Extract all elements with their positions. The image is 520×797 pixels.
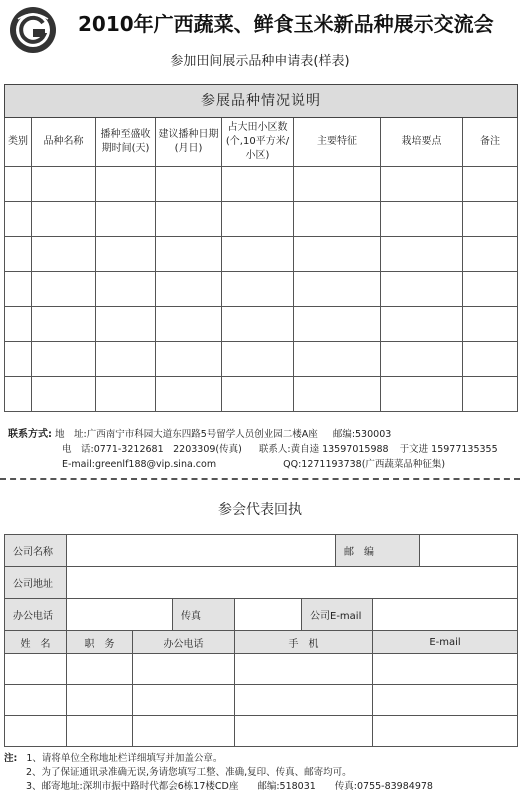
form-cell[interactable]: [156, 377, 222, 412]
form-cell[interactable]: [67, 654, 133, 685]
column-header: 备注: [463, 118, 518, 167]
form-cell[interactable]: [294, 237, 381, 272]
form-cell[interactable]: [156, 272, 222, 307]
form-cell[interactable]: [5, 654, 67, 685]
form-cell[interactable]: [133, 716, 235, 747]
table-row: [5, 685, 518, 716]
form-cell[interactable]: [156, 342, 222, 377]
form-cell[interactable]: [235, 685, 373, 716]
column-header: 手 机: [235, 631, 373, 654]
column-header: 品种名称: [32, 118, 96, 167]
cut-line: [0, 478, 520, 480]
form-cell[interactable]: [235, 716, 373, 747]
company-address-label: 公司地址: [5, 567, 67, 599]
form-cell[interactable]: [5, 377, 32, 412]
fax-label: 传真: [173, 599, 235, 631]
form-cell[interactable]: [381, 377, 463, 412]
page-subtitle: 参加田间展示品种申请表(样表): [170, 54, 350, 69]
column-header: 办公电话: [133, 631, 235, 654]
form-cell[interactable]: [5, 307, 32, 342]
form-cell[interactable]: [32, 237, 96, 272]
form-cell[interactable]: [463, 167, 518, 202]
table-row: [5, 716, 518, 747]
form-cell[interactable]: [463, 307, 518, 342]
form-cell[interactable]: [156, 237, 222, 272]
column-header: E-mail: [373, 631, 518, 654]
column-header: 主要特征: [294, 118, 381, 167]
form-cell[interactable]: [5, 237, 32, 272]
column-header: 职 务: [67, 631, 133, 654]
column-header: 占大田小区数(个,10平方米/小区): [222, 118, 294, 167]
form-cell[interactable]: [5, 272, 32, 307]
form-cell[interactable]: [133, 654, 235, 685]
table-row: [5, 377, 518, 412]
company-name-field[interactable]: [67, 535, 336, 567]
form-cell[interactable]: [156, 167, 222, 202]
form-cell[interactable]: [373, 654, 518, 685]
form-cell[interactable]: [463, 377, 518, 412]
form-cell[interactable]: [381, 307, 463, 342]
table-row: [5, 307, 518, 342]
form-cell[interactable]: [96, 307, 156, 342]
fax-field[interactable]: [235, 599, 302, 631]
table-row: [5, 202, 518, 237]
attendee-header-row: [5, 631, 518, 654]
form-cell[interactable]: [235, 654, 373, 685]
form-cell[interactable]: [96, 377, 156, 412]
form-cell[interactable]: [373, 716, 518, 747]
postcode-field[interactable]: [420, 535, 518, 567]
form-cell[interactable]: [381, 342, 463, 377]
form-cell[interactable]: [32, 167, 96, 202]
notes: [4, 752, 433, 794]
form-cell[interactable]: [32, 342, 96, 377]
company-address-field[interactable]: [67, 567, 518, 599]
form-cell[interactable]: [463, 342, 518, 377]
receipt-title: 参会代表回执: [218, 502, 302, 518]
form-cell[interactable]: [294, 307, 381, 342]
note-item: 3、邮寄地址:深圳市振中路时代都会6栋17楼CD座 邮编:518031 传真:0755-83984978: [26, 781, 433, 792]
form-cell[interactable]: [96, 342, 156, 377]
notes-label: 注:: [4, 753, 18, 764]
form-cell[interactable]: [133, 685, 235, 716]
variety-table: [4, 84, 518, 412]
form-cell[interactable]: [96, 167, 156, 202]
column-header: 建议播种日期(月日): [156, 118, 222, 167]
office-phone-field[interactable]: [67, 599, 173, 631]
contact-info: [8, 427, 498, 472]
form-cell[interactable]: [96, 202, 156, 237]
variety-table-header-row: [5, 118, 518, 167]
form-cell[interactable]: [5, 685, 67, 716]
form-cell[interactable]: [222, 237, 294, 272]
column-header: 姓 名: [5, 631, 67, 654]
form-cell[interactable]: [373, 685, 518, 716]
form-cell[interactable]: [67, 716, 133, 747]
form-cell[interactable]: [463, 202, 518, 237]
company-email-field[interactable]: [373, 599, 518, 631]
form-cell[interactable]: [463, 237, 518, 272]
form-cell[interactable]: [294, 272, 381, 307]
form-cell[interactable]: [5, 342, 32, 377]
form-cell[interactable]: [222, 307, 294, 342]
contact-person-2: 于文进 15977135355: [399, 444, 498, 455]
form-cell[interactable]: [67, 685, 133, 716]
postcode-label: 邮 编: [336, 535, 420, 567]
form-cell[interactable]: [32, 307, 96, 342]
contact-label: 联系方式:: [8, 429, 52, 440]
form-cell[interactable]: [32, 272, 96, 307]
contact-email[interactable]: E-mail:greenlf188@vip.sina.com: [62, 459, 217, 470]
column-header: 栽培要点: [381, 118, 463, 167]
contact-phone: 电 话:0771-3212681 2203309(传真): [62, 444, 242, 455]
form-cell[interactable]: [156, 202, 222, 237]
form-cell[interactable]: [463, 272, 518, 307]
form-cell[interactable]: [156, 307, 222, 342]
variety-table-heading: 参展品种情况说明: [5, 85, 518, 118]
form-cell[interactable]: [5, 202, 32, 237]
form-cell[interactable]: [222, 202, 294, 237]
form-cell[interactable]: [96, 237, 156, 272]
form-cell[interactable]: [294, 377, 381, 412]
contact-postcode: 邮编:530003: [332, 429, 392, 440]
office-phone-label: 办公电话: [5, 599, 67, 631]
column-header: 类别: [5, 118, 32, 167]
form-cell[interactable]: [381, 202, 463, 237]
form-cell[interactable]: [222, 272, 294, 307]
company-name-label: 公司名称: [5, 535, 67, 567]
note-item: 1、请将单位全称地址栏详细填写并加盖公章。: [26, 753, 223, 764]
form-cell[interactable]: [381, 272, 463, 307]
form-cell[interactable]: [222, 342, 294, 377]
table-row: [5, 237, 518, 272]
note-item: 2、为了保证通讯录准确无误,务请您填写工整、准确,复印、传真、邮寄均可。: [26, 767, 352, 778]
form-cell[interactable]: [381, 167, 463, 202]
form-cell[interactable]: [32, 377, 96, 412]
table-row: [5, 654, 518, 685]
form-cell[interactable]: [96, 272, 156, 307]
table-row: [5, 342, 518, 377]
form-cell[interactable]: [222, 167, 294, 202]
column-header: 播种至盛收期时间(天): [96, 118, 156, 167]
table-row: [5, 272, 518, 307]
receipt-form: [4, 534, 518, 747]
organizer-logo: [8, 5, 58, 55]
form-cell[interactable]: [222, 377, 294, 412]
form-cell[interactable]: [294, 167, 381, 202]
form-cell[interactable]: [294, 202, 381, 237]
contact-address: 地 址:广西南宁市科园大道东四路5号留学人员创业园二楼A座: [55, 429, 318, 440]
form-cell[interactable]: [5, 167, 32, 202]
company-email-label: 公司E-mail: [302, 599, 373, 631]
form-cell[interactable]: [5, 716, 67, 747]
form-cell[interactable]: [294, 342, 381, 377]
form-cell[interactable]: [381, 237, 463, 272]
form-cell[interactable]: [32, 202, 96, 237]
contact-person: 联系人:黄自逵 13597015988: [258, 444, 389, 455]
table-row: [5, 167, 518, 202]
page-title: 2010年广西蔬菜、鲜食玉米新品种展示交流会: [78, 12, 494, 36]
contact-qq: QQ:1271193738(广西蔬菜品种征集): [283, 459, 446, 470]
